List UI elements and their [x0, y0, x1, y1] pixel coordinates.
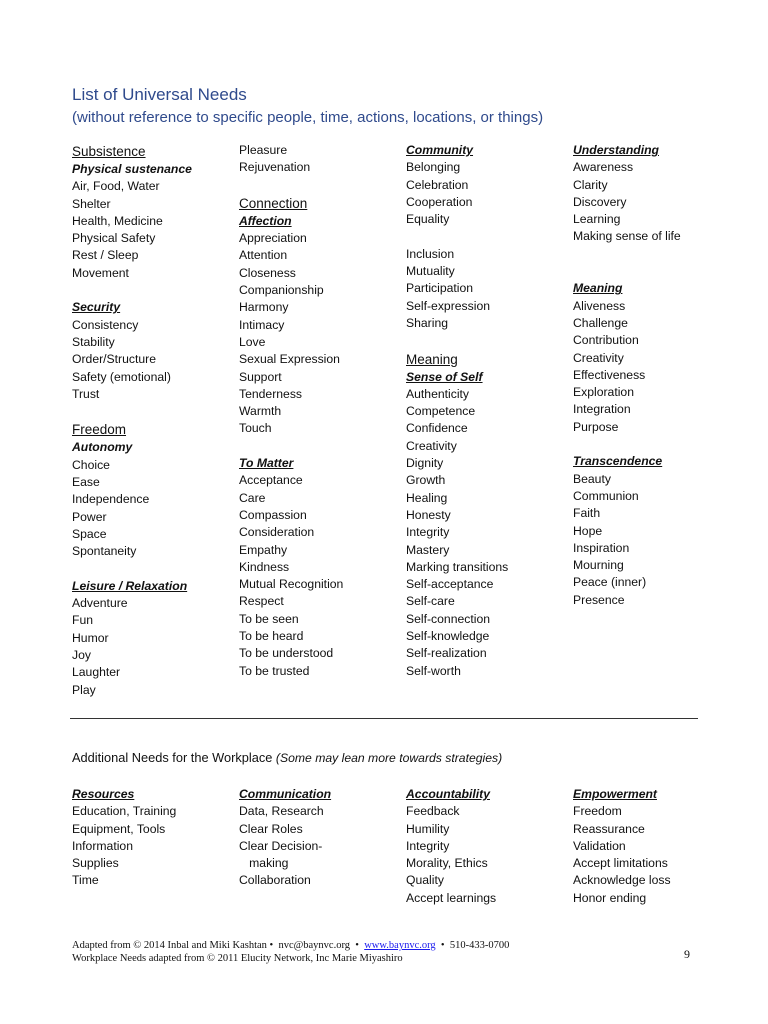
need-item: Integration — [573, 402, 631, 417]
subsection-heading: Sense of Self — [406, 369, 483, 384]
need-item: Freedom — [573, 804, 622, 819]
need-item: Integrity — [406, 525, 450, 540]
footer-line-1 — [72, 939, 509, 952]
footer-credit: Adapted from © 2014 Inbal and Miki Kashtan • nvc@baynvc.org • — [72, 940, 365, 951]
need-item: Time — [72, 873, 99, 888]
need-item: Air, Food, Water — [72, 179, 160, 194]
need-item: To be understood — [239, 646, 334, 661]
need-item: Morality, Ethics — [406, 856, 488, 871]
need-item: Spontaneity — [72, 544, 137, 559]
subsection-heading: Empowerment — [573, 787, 657, 801]
need-item: Warmth — [239, 404, 282, 419]
need-item: Information — [72, 838, 133, 853]
need-item: Love — [239, 334, 266, 349]
need-item: Self-expression — [406, 298, 490, 313]
need-item: Intimacy — [239, 317, 285, 332]
spacer — [72, 561, 237, 578]
need-item: Marking transitions — [406, 559, 509, 574]
need-item: Stability — [72, 334, 115, 349]
need-item: making — [239, 856, 289, 871]
subsection-heading: Leisure / Relaxation — [72, 578, 188, 593]
workplace-heading — [72, 750, 502, 765]
workplace-column-2 — [239, 786, 404, 890]
footer — [72, 939, 509, 965]
need-item: Self-acceptance — [406, 577, 494, 592]
need-item: Confidence — [406, 421, 468, 436]
need-item: Independence — [72, 492, 150, 507]
need-item: Beauty — [573, 471, 611, 486]
need-item: Feedback — [406, 804, 460, 819]
spacer — [573, 436, 738, 453]
spacer — [573, 263, 738, 280]
need-item: Reassurance — [573, 821, 645, 836]
footer-phone: • 510-433-0700 — [435, 940, 510, 951]
spacer — [406, 228, 571, 245]
need-item: Rest / Sleep — [72, 248, 139, 263]
need-item: Pleasure — [239, 143, 288, 157]
need-item: Play — [72, 682, 96, 697]
need-item: Sexual Expression — [239, 352, 340, 367]
section-heading: Freedom — [72, 422, 127, 438]
need-item: Rejuvenation — [239, 160, 311, 175]
need-item: Harmony — [239, 300, 289, 315]
subsection-heading: To Matter — [239, 456, 294, 471]
spacer — [72, 282, 237, 299]
spacer — [72, 403, 237, 420]
spacer — [239, 177, 404, 194]
need-item: Empathy — [239, 542, 288, 557]
need-item: Consideration — [239, 525, 315, 540]
need-item: Presence — [573, 592, 625, 607]
need-item: Care — [239, 490, 266, 505]
need-item: Supplies — [72, 856, 119, 871]
need-item: Clear Roles — [239, 821, 303, 836]
need-item: Clarity — [573, 177, 608, 192]
need-item: Power — [72, 509, 107, 524]
need-item: Adventure — [72, 596, 128, 611]
need-item: Fun — [72, 613, 94, 628]
page-title: List of Universal Needs — [72, 85, 247, 104]
subsection-heading: Community — [406, 143, 474, 157]
need-item: Quality — [406, 873, 444, 888]
need-item: Safety (emotional) — [72, 369, 171, 384]
need-item: Space — [72, 526, 107, 541]
need-item: To be heard — [239, 629, 304, 644]
need-item: Inclusion — [406, 246, 455, 261]
need-item: Appreciation — [239, 231, 307, 246]
need-item: Equality — [406, 212, 450, 227]
need-item: Closeness — [239, 265, 296, 280]
need-item: To be trusted — [239, 663, 310, 678]
needs-column-3 — [406, 142, 571, 680]
need-item: Competence — [406, 404, 476, 419]
need-item: To be seen — [239, 611, 299, 626]
needs-column-1 — [72, 142, 237, 699]
subsection-heading: Meaning — [573, 281, 623, 296]
need-item: Faith — [573, 506, 601, 521]
subsection-heading: Autonomy — [72, 440, 133, 455]
need-item: Inspiration — [573, 540, 630, 555]
need-item: Clear Decision- — [239, 838, 323, 853]
need-item: Trust — [72, 386, 100, 401]
need-item: Accept learnings — [406, 890, 497, 905]
need-item: Acceptance — [239, 473, 303, 488]
need-item: Awareness — [573, 160, 634, 175]
subsection-heading: Accountability — [406, 787, 490, 801]
need-item: Collaboration — [239, 873, 311, 888]
need-item: Mourning — [573, 558, 624, 573]
needs-column-4 — [573, 142, 738, 609]
subsection-heading: Affection — [239, 213, 292, 228]
need-item: Physical Safety — [72, 231, 156, 246]
section-heading: Meaning — [406, 351, 458, 367]
need-item: Shelter — [72, 196, 111, 211]
need-item: Self-connection — [406, 611, 491, 626]
need-item: Honesty — [406, 507, 451, 522]
need-item: Making sense of life — [573, 229, 681, 244]
spacer — [406, 332, 571, 349]
need-item: Self-worth — [406, 663, 461, 678]
need-item: Celebration — [406, 177, 469, 192]
section-divider — [70, 718, 698, 719]
subsection-heading: Resources — [72, 787, 135, 801]
need-item: Aliveness — [573, 298, 626, 313]
need-item: Humor — [72, 630, 109, 645]
need-item: Integrity — [406, 838, 450, 853]
spacer — [573, 246, 738, 263]
need-item: Sharing — [406, 315, 449, 330]
need-item: Laughter — [72, 665, 121, 680]
need-item: Acknowledge loss — [573, 873, 671, 888]
need-item: Validation — [573, 838, 626, 853]
need-item: Exploration — [573, 385, 634, 400]
need-item: Tenderness — [239, 386, 303, 401]
page-subtitle: (without reference to specific people, time, actions, locations, or things) — [72, 109, 544, 126]
need-item: Data, Research — [239, 804, 324, 819]
need-item: Kindness — [239, 559, 290, 574]
need-item: Belonging — [406, 160, 461, 175]
need-item: Order/Structure — [72, 352, 156, 367]
need-item: Effectiveness — [573, 367, 646, 382]
need-item: Healing — [406, 490, 448, 505]
need-item: Compassion — [239, 507, 307, 522]
need-item: Choice — [72, 457, 110, 472]
section-heading: Connection — [239, 195, 308, 211]
subsection-heading: Security — [72, 300, 121, 315]
need-item: Creativity — [406, 438, 457, 453]
subsection-heading: Physical sustenance — [72, 162, 192, 176]
need-item: Support — [239, 369, 282, 384]
workplace-column-3 — [406, 786, 571, 907]
need-item: Touch — [239, 421, 272, 436]
workplace-heading-note: (Some may lean more towards strategies) — [275, 751, 503, 765]
need-item: Self-realization — [406, 646, 487, 661]
need-item: Education, Training — [72, 804, 177, 819]
subsection-heading: Communication — [239, 787, 332, 801]
need-item: Learning — [573, 212, 621, 227]
footer-website-link[interactable]: www.baynvc.org — [364, 940, 436, 951]
need-item: Authenticity — [406, 386, 470, 401]
need-item: Purpose — [573, 419, 619, 434]
need-item: Communion — [573, 488, 639, 503]
workplace-column-1 — [72, 786, 237, 890]
need-item: Mutual Recognition — [239, 577, 344, 592]
workplace-column-4 — [573, 786, 738, 907]
need-item: Humility — [406, 821, 450, 836]
need-item: Ease — [72, 475, 100, 490]
subsection-heading: Understanding — [573, 143, 659, 157]
need-item: Accept limitations — [573, 856, 668, 871]
need-item: Honor ending — [573, 890, 647, 905]
need-item: Attention — [239, 248, 288, 263]
subsection-heading: Transcendence — [573, 454, 663, 469]
need-item: Hope — [573, 523, 603, 538]
need-item: Contribution — [573, 333, 639, 348]
need-item: Companionship — [239, 283, 324, 298]
need-item: Consistency — [72, 317, 139, 332]
section-heading: Subsistence — [72, 144, 146, 159]
need-item: Participation — [406, 281, 474, 296]
page-number: 9 — [684, 947, 690, 961]
need-item: Movement — [72, 265, 129, 280]
need-item: Cooperation — [406, 194, 473, 209]
need-item: Self-care — [406, 594, 455, 609]
need-item: Challenge — [573, 315, 628, 330]
workplace-heading-title: Additional Needs for the Workplace — [72, 750, 273, 765]
needs-column-2 — [239, 142, 404, 680]
spacer — [239, 438, 404, 455]
need-item: Creativity — [573, 350, 624, 365]
need-item: Mastery — [406, 542, 450, 557]
need-item: Discovery — [573, 194, 627, 209]
need-item: Dignity — [406, 456, 444, 471]
need-item: Self-knowledge — [406, 629, 490, 644]
need-item: Peace (inner) — [573, 575, 647, 590]
footer-line-2: Workplace Needs adapted from © 2011 Elucity Network, Inc Marie Miyashiro — [72, 953, 403, 964]
need-item: Mutuality — [406, 264, 455, 279]
need-item: Equipment, Tools — [72, 821, 166, 836]
need-item: Respect — [239, 594, 284, 609]
need-item: Joy — [72, 648, 91, 663]
need-item: Growth — [406, 473, 446, 488]
need-item: Health, Medicine — [72, 213, 163, 228]
